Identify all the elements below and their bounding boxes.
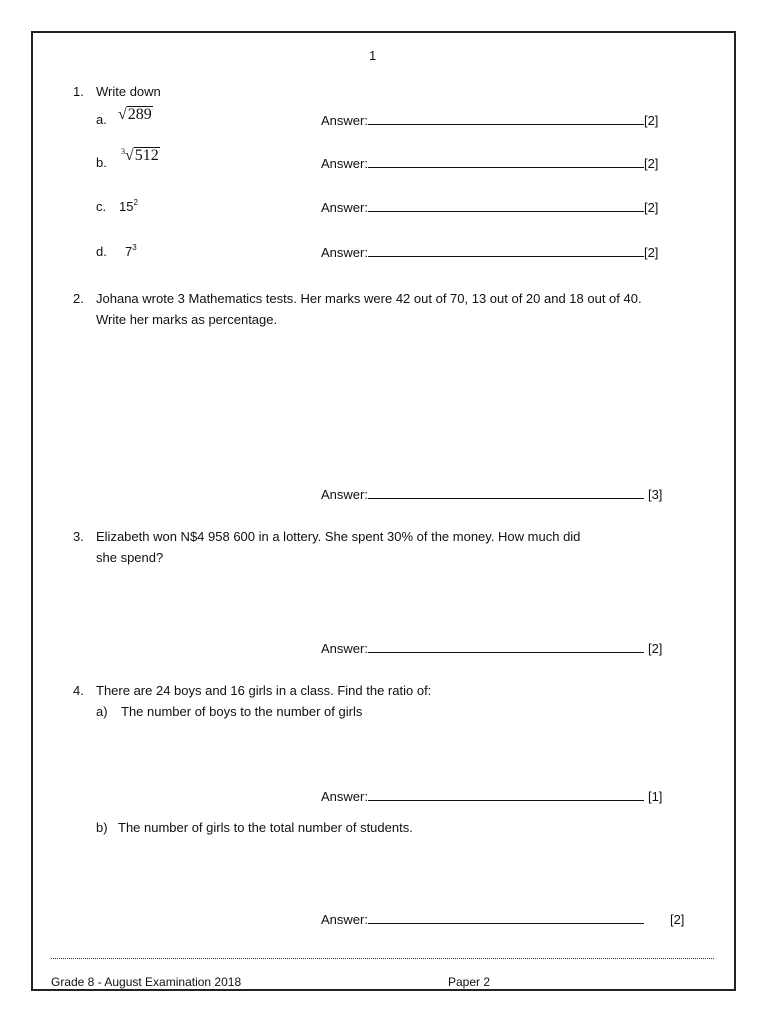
- q4a-answer-row: [321, 788, 662, 805]
- q1d-exponent: 3: [132, 243, 137, 252]
- q2-number: 2.: [73, 291, 84, 306]
- q1d-letter: d.: [96, 244, 107, 259]
- footer-right: Paper 2: [448, 975, 491, 989]
- answer-line[interactable]: [368, 788, 644, 801]
- q3-answer-row: [321, 640, 662, 657]
- q1c-exponent: 2: [133, 198, 138, 207]
- q4b-label: b): [96, 820, 108, 835]
- q4-line1: There are 24 boys and 16 girls in a class. Find the ratio of:: [96, 683, 432, 698]
- answer-line[interactable]: [368, 244, 644, 257]
- answer-line[interactable]: [368, 112, 644, 125]
- q1b-root-index: 3: [121, 147, 125, 156]
- answer-line[interactable]: [368, 199, 644, 212]
- q1d-expression: [125, 244, 137, 260]
- footer-divider: [51, 958, 714, 959]
- q1c-mark: [2]: [643, 200, 659, 215]
- answer-label: Answer:: [321, 789, 368, 804]
- answer-line[interactable]: [368, 486, 644, 499]
- q1b-radicand: 512: [134, 147, 159, 164]
- q2-line1: Johana wrote 3 Mathematics tests. Her marks were 42 out of 70, 13 out of 20 and 18 out of 40.: [96, 291, 642, 306]
- q3-line1: Elizabeth won N$4 958 600 in a lottery. She spent 30% of the money. How much did: [96, 529, 581, 544]
- answer-label: Answer:: [321, 912, 368, 927]
- q1a-answer-row: [321, 112, 658, 129]
- answer-label: Answer:: [321, 245, 368, 260]
- answer-label: Answer:: [321, 487, 368, 502]
- q3-mark: [2]: [647, 641, 663, 656]
- q4b-answer-row: [321, 911, 684, 928]
- q4-number: 4.: [73, 683, 84, 698]
- q1c-letter: c.: [96, 199, 107, 214]
- answer-label: Answer:: [321, 641, 368, 656]
- q1d-mark: [2]: [643, 245, 659, 260]
- q1a-letter: a.: [96, 112, 107, 127]
- q3-line2: she spend?: [96, 550, 164, 565]
- q1c-base: 15: [119, 199, 134, 214]
- answer-label: Answer:: [321, 200, 368, 215]
- answer-label: Answer:: [321, 156, 368, 171]
- answer-line[interactable]: [368, 911, 644, 924]
- q4b-text: The number of girls to the total number of students.: [118, 820, 413, 835]
- q4a-mark: [1]: [647, 789, 663, 804]
- q1a-radicand: 289: [127, 106, 152, 123]
- q1b-answer-row: [321, 155, 658, 172]
- q2-line2: Write her marks as percentage.: [96, 312, 278, 327]
- q2-mark: [3]: [647, 487, 663, 502]
- q1b-mark: [2]: [643, 156, 659, 171]
- footer-left: Grade 8 - August Examination 2018: [51, 975, 242, 989]
- q2-answer-row: [321, 486, 662, 503]
- q1-prompt: Write down: [96, 84, 161, 99]
- q4a-label: a): [96, 704, 108, 719]
- q1d-base: 7: [125, 244, 133, 259]
- q1a-expression: √289: [118, 106, 152, 123]
- q4b-mark: [2]: [669, 912, 685, 927]
- q1b-letter: b.: [96, 155, 107, 170]
- q1d-answer-row: [321, 244, 658, 261]
- answer-line[interactable]: [368, 155, 644, 168]
- page-border: [31, 31, 736, 991]
- q1c-expression: [119, 199, 138, 215]
- q1a-mark: [2]: [643, 113, 659, 128]
- q1b-expression: $^3$√512: [121, 147, 159, 164]
- page-number: 1: [369, 48, 377, 63]
- q4a-text: The number of boys to the number of girls: [121, 704, 363, 719]
- answer-label: Answer:: [321, 113, 368, 128]
- answer-line[interactable]: [368, 640, 644, 653]
- q1c-answer-row: [321, 199, 658, 216]
- q1-number: 1.: [73, 84, 84, 99]
- q3-number: 3.: [73, 529, 84, 544]
